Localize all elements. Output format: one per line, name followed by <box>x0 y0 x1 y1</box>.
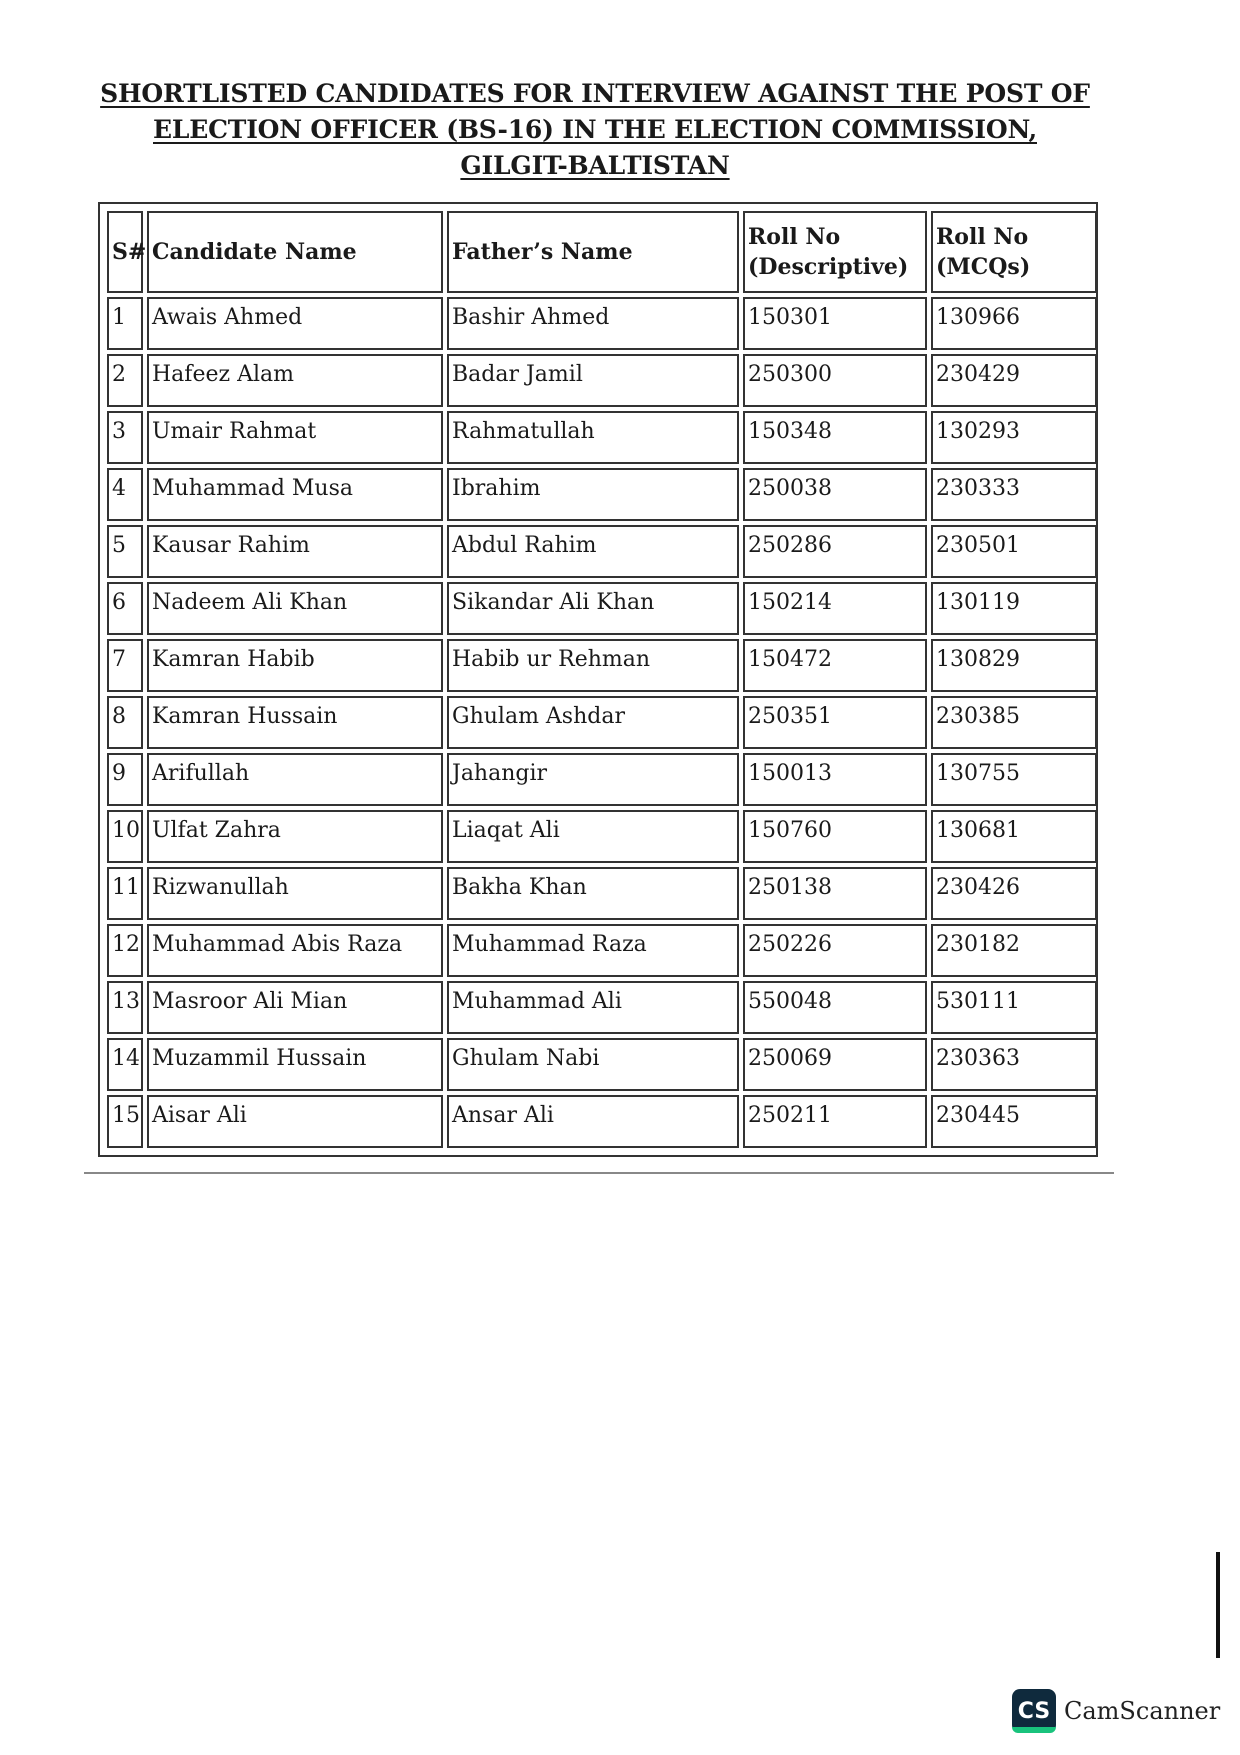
cell-serial-number: 13 <box>107 981 143 1034</box>
header-father-name: Father’s Name <box>447 211 739 293</box>
cell-candidate-name: Umair Rahmat <box>147 411 443 464</box>
cell-roll-no-descriptive: 250138 <box>743 867 927 920</box>
cell-father-name: Muhammad Ali <box>447 981 739 1034</box>
cell-father-name: Ghulam Ashdar <box>447 696 739 749</box>
cell-roll-no-mcqs: 230182 <box>931 924 1097 977</box>
cell-candidate-name: Hafeez Alam <box>147 354 443 407</box>
title-line-1: SHORTLISTED CANDIDATES FOR INTERVIEW AGAINST THE POST OF <box>100 79 1090 108</box>
cell-father-name: Muhammad Raza <box>447 924 739 977</box>
page-title <box>90 76 1100 184</box>
cell-roll-no-mcqs: 230501 <box>931 525 1097 578</box>
cell-serial-number: 9 <box>107 753 143 806</box>
cell-candidate-name: Muhammad Abis Raza <box>147 924 443 977</box>
header-roll-no-mcqs <box>931 211 1097 293</box>
cell-roll-no-mcqs: 130293 <box>931 411 1097 464</box>
header-roll-desc-line-2: (Descriptive) <box>748 254 909 280</box>
cell-candidate-name: Masroor Ali Mian <box>147 981 443 1034</box>
cell-serial-number: 6 <box>107 582 143 635</box>
candidates-table <box>103 207 1101 1152</box>
cell-roll-no-mcqs: 230429 <box>931 354 1097 407</box>
cell-roll-no-descriptive: 550048 <box>743 981 927 1034</box>
cell-father-name: Ibrahim <box>447 468 739 521</box>
cell-roll-no-mcqs: 230363 <box>931 1038 1097 1091</box>
cell-candidate-name: Aisar Ali <box>147 1095 443 1148</box>
table-header-row <box>107 211 1097 293</box>
cell-roll-no-descriptive: 250211 <box>743 1095 927 1148</box>
header-roll-mcq-line-2: (MCQs) <box>936 254 1031 280</box>
table-row <box>107 354 1097 407</box>
cell-father-name: Bashir Ahmed <box>447 297 739 350</box>
cell-roll-no-mcqs: 230385 <box>931 696 1097 749</box>
cell-father-name: Habib ur Rehman <box>447 639 739 692</box>
camscanner-brand-name: CamScanner <box>1064 1697 1221 1725</box>
cell-candidate-name: Muhammad Musa <box>147 468 443 521</box>
cell-serial-number: 14 <box>107 1038 143 1091</box>
candidates-table-frame <box>98 202 1098 1157</box>
table-row <box>107 525 1097 578</box>
cell-roll-no-descriptive: 250038 <box>743 468 927 521</box>
cell-serial-number: 4 <box>107 468 143 521</box>
cell-roll-no-descriptive: 250069 <box>743 1038 927 1091</box>
cell-candidate-name: Rizwanullah <box>147 867 443 920</box>
cell-roll-no-descriptive: 250286 <box>743 525 927 578</box>
camscanner-logo-text: CS <box>1017 1698 1051 1724</box>
cell-roll-no-descriptive: 250351 <box>743 696 927 749</box>
cell-serial-number: 11 <box>107 867 143 920</box>
header-roll-mcq-line-1: Roll No <box>936 224 1029 250</box>
cell-roll-no-mcqs: 130966 <box>931 297 1097 350</box>
cell-serial-number: 15 <box>107 1095 143 1148</box>
cell-roll-no-descriptive: 150214 <box>743 582 927 635</box>
cell-roll-no-mcqs: 230333 <box>931 468 1097 521</box>
table-row <box>107 582 1097 635</box>
cell-roll-no-descriptive: 150760 <box>743 810 927 863</box>
title-line-3: GILGIT-BALTISTAN <box>460 151 730 180</box>
table-row <box>107 810 1097 863</box>
cell-serial-number: 7 <box>107 639 143 692</box>
cell-roll-no-mcqs: 230426 <box>931 867 1097 920</box>
camscanner-watermark <box>1012 1688 1220 1734</box>
cell-serial-number: 5 <box>107 525 143 578</box>
cell-serial-number: 2 <box>107 354 143 407</box>
cell-father-name: Badar Jamil <box>447 354 739 407</box>
scan-edge-mark <box>1216 1552 1220 1658</box>
cell-father-name: Ghulam Nabi <box>447 1038 739 1091</box>
cell-roll-no-descriptive: 150013 <box>743 753 927 806</box>
cell-father-name: Liaqat Ali <box>447 810 739 863</box>
cell-roll-no-mcqs: 130681 <box>931 810 1097 863</box>
table-row <box>107 297 1097 350</box>
cell-candidate-name: Awais Ahmed <box>147 297 443 350</box>
table-row <box>107 411 1097 464</box>
cell-father-name: Abdul Rahim <box>447 525 739 578</box>
bottom-divider <box>84 1172 1114 1174</box>
cell-father-name: Sikandar Ali Khan <box>447 582 739 635</box>
cell-roll-no-mcqs: 130829 <box>931 639 1097 692</box>
cell-roll-no-descriptive: 150301 <box>743 297 927 350</box>
cell-roll-no-descriptive: 150472 <box>743 639 927 692</box>
cell-candidate-name: Ulfat Zahra <box>147 810 443 863</box>
cell-serial-number: 12 <box>107 924 143 977</box>
cell-candidate-name: Kamran Habib <box>147 639 443 692</box>
header-roll-desc-line-1: Roll No <box>748 224 841 250</box>
cell-roll-no-mcqs: 130755 <box>931 753 1097 806</box>
cell-roll-no-descriptive: 250300 <box>743 354 927 407</box>
table-row <box>107 639 1097 692</box>
cell-candidate-name: Kausar Rahim <box>147 525 443 578</box>
cell-roll-no-mcqs: 130119 <box>931 582 1097 635</box>
cell-serial-number: 10 <box>107 810 143 863</box>
table-row <box>107 696 1097 749</box>
header-roll-no-descriptive <box>743 211 927 293</box>
table-row <box>107 1095 1097 1148</box>
table-row <box>107 468 1097 521</box>
cell-candidate-name: Kamran Hussain <box>147 696 443 749</box>
table-row <box>107 753 1097 806</box>
cell-candidate-name: Muzammil Hussain <box>147 1038 443 1091</box>
cell-father-name: Jahangir <box>447 753 739 806</box>
table-row <box>107 1038 1097 1091</box>
cell-candidate-name: Arifullah <box>147 753 443 806</box>
cell-candidate-name: Nadeem Ali Khan <box>147 582 443 635</box>
cell-roll-no-descriptive: 250226 <box>743 924 927 977</box>
cell-roll-no-descriptive: 150348 <box>743 411 927 464</box>
cell-father-name: Rahmatullah <box>447 411 739 464</box>
cell-serial-number: 8 <box>107 696 143 749</box>
table-row <box>107 981 1097 1034</box>
table-row <box>107 867 1097 920</box>
cell-serial-number: 1 <box>107 297 143 350</box>
header-serial-number: S# <box>107 211 143 293</box>
cell-roll-no-mcqs: 530111 <box>931 981 1097 1034</box>
cell-father-name: Ansar Ali <box>447 1095 739 1148</box>
cell-roll-no-mcqs: 230445 <box>931 1095 1097 1148</box>
cell-father-name: Bakha Khan <box>447 867 739 920</box>
table-row <box>107 924 1097 977</box>
camscanner-logo-icon <box>1012 1689 1056 1733</box>
title-line-2: ELECTION OFFICER (BS-16) IN THE ELECTION COMMISSION, <box>153 115 1037 144</box>
cell-serial-number: 3 <box>107 411 143 464</box>
header-candidate-name: Candidate Name <box>147 211 443 293</box>
